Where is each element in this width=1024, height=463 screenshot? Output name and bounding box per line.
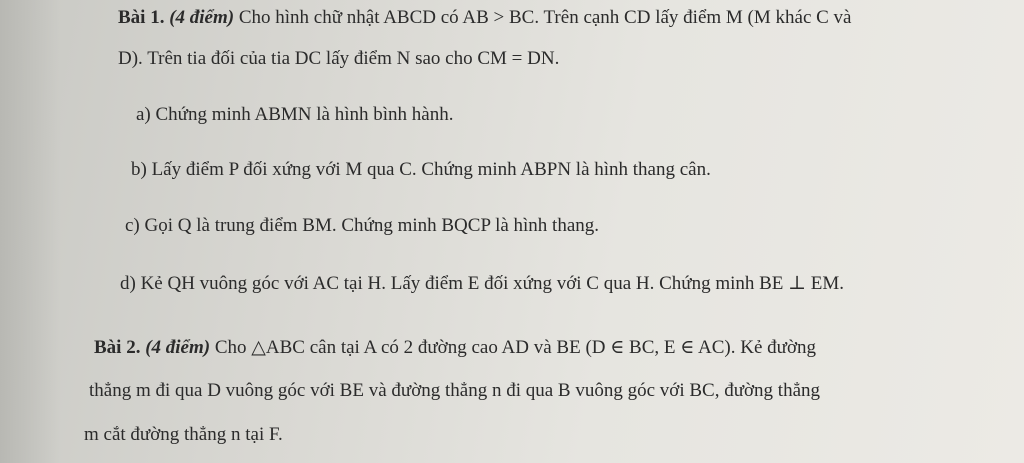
problem1-line2: D). Trên tia đối của tia DC lấy điểm N sao cho CM = DN. (118, 48, 560, 69)
problem2-line3: m cắt đường thẳng n tại F. (84, 424, 283, 445)
problem1-text-1: Cho hình chữ nhật ABCD có AB > BC. Trên cạnh CD lấy điểm M (M khác C và (238, 7, 852, 28)
problem2-points: (4 điểm) (145, 337, 211, 358)
page-shadow (0, 0, 60, 463)
problem1-points: (4 điểm) (169, 7, 235, 28)
problem1-part-d: d) Kẻ QH vuông góc với AC tại H. Lấy điểm E đối xứng với C qua H. Chứng minh BE ⊥ EM. (120, 273, 845, 294)
problem2-text-1: Cho △ABC cân tại A có 2 đường cao AD và BE (D ∈ BC, E ∈ AC). Kẻ đường (214, 337, 816, 358)
problem1-part-a: a) Chứng minh ABMN là hình bình hành. (136, 104, 454, 125)
problem1-line1 (118, 6, 852, 30)
problem1-part-b: b) Lấy điểm P đối xứng với M qua C. Chứng minh ABPN là hình thang cân. (131, 159, 711, 180)
problem2-line2: thẳng m đi qua D vuông góc với BE và đường thẳng n đi qua B vuông góc với BC, đường thẳng (89, 380, 820, 401)
problem1-part-c: c) Gọi Q là trung điểm BM. Chứng minh BQCP là hình thang. (125, 215, 600, 236)
problem2-label: Bài 2. (94, 337, 141, 358)
problem2-line1 (94, 336, 816, 360)
problem1-label: Bài 1. (118, 7, 165, 28)
